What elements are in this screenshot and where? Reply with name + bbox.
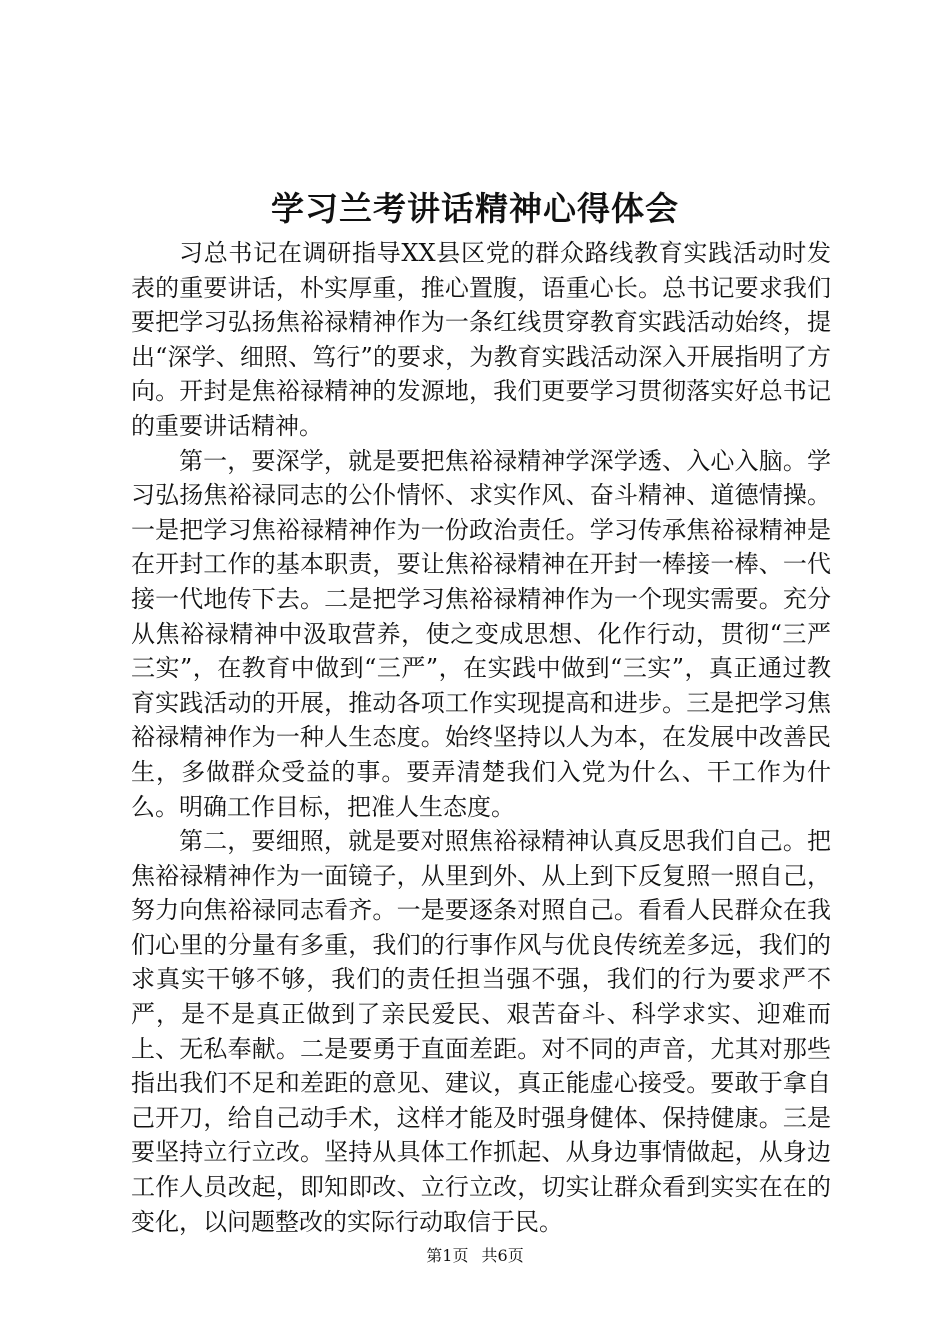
page-footer bbox=[0, 1245, 950, 1267]
page-number: 第1页 bbox=[426, 1246, 469, 1265]
page-total: 共6页 bbox=[481, 1246, 524, 1265]
document-body bbox=[131, 236, 831, 1239]
paragraph-intro: 习总书记在调研指导XX县区党的群众路线教育实践活动时发表的重要讲话，朴实厚重，推心置腹，语重心长。总书记要求我们要把学习弘扬焦裕禄精神作为一条红线贯穿教育实践活动始终，提出“深学、细照、笃行”的要求，为教育实践活动深入开展指明了方向。开封是焦裕禄精神的发源地，我们更要学习贯彻落实好总书记的重要讲话精神。 bbox=[131, 239, 831, 440]
document-title: 学习兰考讲话精神心得体会 bbox=[271, 189, 679, 228]
paragraph-deep-study: 第一，要深学，就是要把焦裕禄精神学深学透、入心入脑。学习弘扬焦裕禄同志的公仆情怀、求实作风、奋斗精神、道德情操。一是把学习焦裕禄精神作为一份政治责任。学习传承焦裕禄精神是在开封工作的基本职责，要让焦裕禄精神在开封一棒接一棒、一代接一代地传下去。二是把学习焦裕禄精神作为一个现实需要。充分从焦裕禄精神中汲取营养，使之变成思想、化作行动，贯彻“三严三实”，在教育中做到“三严”，在实践中做到“三实”，真正通过教育实践活动的开展，推动各项工作实现提高和进步。三是把学习焦裕禄精神作为一种人生态度。始终坚持以人为本，在发展中改善民生，多做群众受益的事。要弄清楚我们入党为什么、干工作为什么。明确工作目标，把准人生态度。 bbox=[131, 446, 831, 821]
paragraph-careful-reflection: 第二，要细照，就是要对照焦裕禄精神认真反思我们自己。把焦裕禄精神作为一面镜子，从里到外、从上到下反复照一照自己，努力向焦裕禄同志看齐。一是要逐条对照自己。看看人民群众在我们心里的分量有多重，我们的行事作风与优良传统差多远，我们的求真实干够不够，我们的责任担当强不强，我们的行为要求严不严，是不是真正做到了亲民爱民、艰苦奋斗、科学求实、迎难而上、无私奉献。二是要勇于直面差距。对不同的声音，尤其对那些指出我们不足和差距的意见、建议，真正能虚心接受。要敢于拿自己开刀，给自己动手术，这样才能及时强身健体、保持健康。三是要坚持立行立改。坚持从具体工作抓起、从身边事情做起，从身边工作人员改起，即知即改、立行立改，切实让群众看到实实在在的变化，以问题整改的实际行动取信于民。 bbox=[131, 827, 831, 1236]
